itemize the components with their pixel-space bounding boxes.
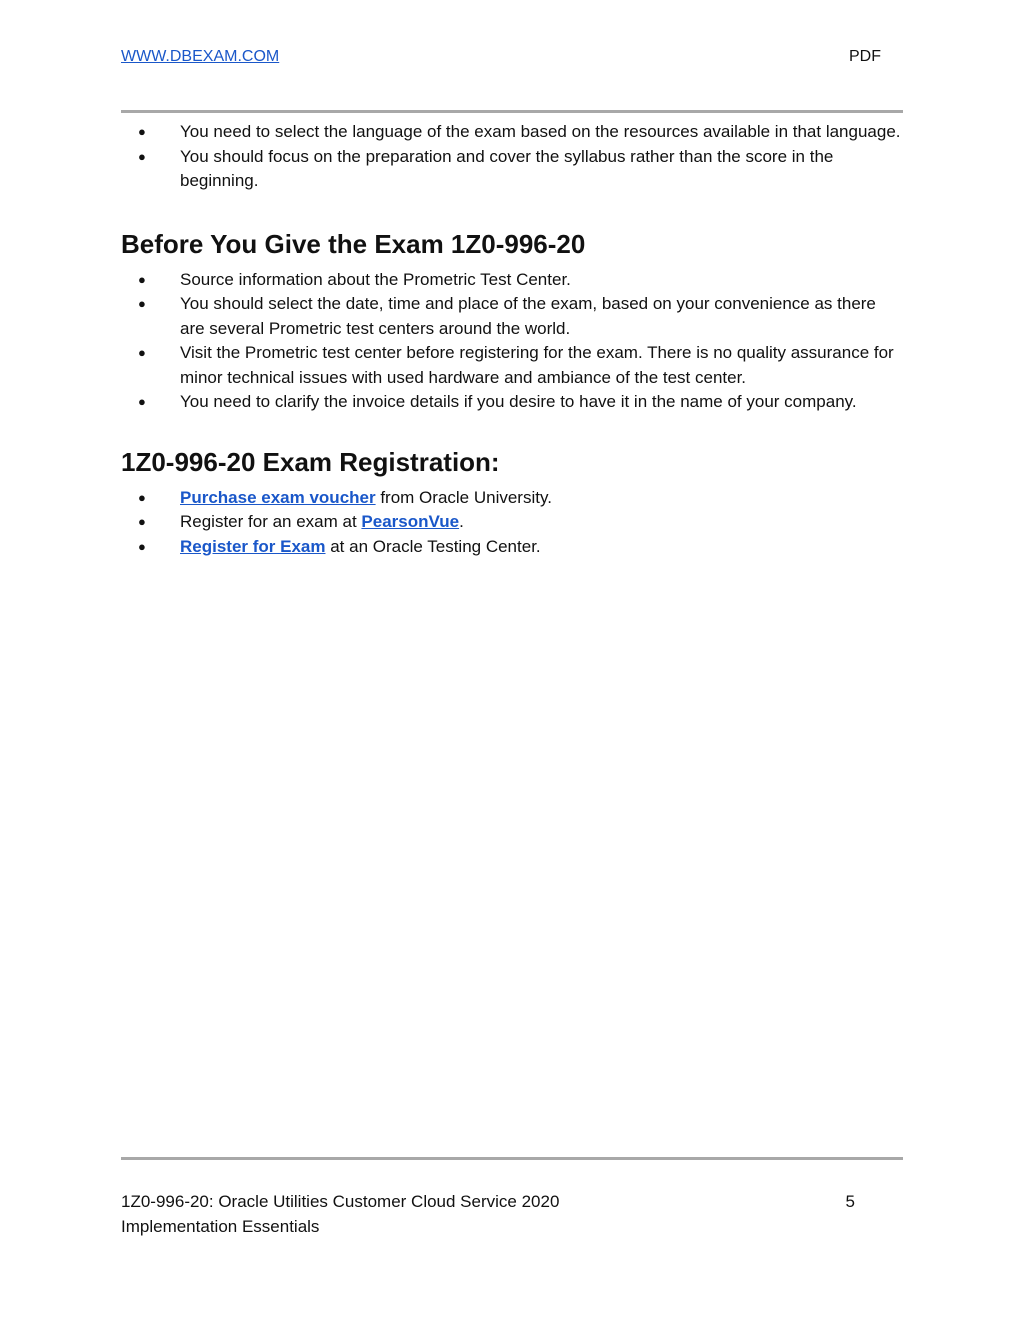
list-item — [121, 120, 901, 145]
list-item — [121, 390, 901, 415]
list-item-text: . — [459, 512, 464, 531]
bullet-icon: ● — [138, 489, 146, 505]
purchase-voucher-link[interactable]: Purchase exam voucher — [180, 487, 376, 507]
site-link[interactable]: WWW.DBEXAM.COM — [121, 48, 280, 65]
bullet-icon: ● — [138, 345, 146, 360]
list-item-text: You need to select the language of the exam based on the resources available in that language. — [180, 122, 901, 141]
list-item-text: You need to clarify the invoice details if you desire to have it in the name of your company. — [180, 392, 857, 411]
bullet-icon: ● — [138, 394, 146, 409]
section-heading-registration: 1Z0-996-20 Exam Registration: — [121, 446, 500, 477]
list-item-text: at an Oracle Testing Center. — [325, 536, 541, 556]
before-exam-list — [121, 268, 901, 415]
list-item — [121, 535, 901, 560]
bullet-icon: ● — [138, 124, 146, 139]
pearsonvue-link[interactable]: PearsonVue — [361, 512, 460, 531]
bullet-icon: ● — [138, 538, 146, 554]
page-footer — [121, 1190, 861, 1239]
section-heading-before-exam: Before You Give the Exam 1Z0-996-20 — [121, 228, 586, 259]
list-item-text: You should focus on the preparation and cover the syllabus rather than the score in the beginning. — [180, 146, 834, 190]
format-label: PDF — [849, 48, 881, 65]
list-item-text: Register for an exam at — [180, 512, 362, 531]
list-item-text: Visit the Prometric test center before registering for the exam. There is no quality assurance for minor technical issues with used hardware and ambiance of the test center. — [180, 343, 894, 387]
page-header — [121, 48, 881, 72]
bullet-icon: ● — [138, 148, 146, 164]
list-item-text: You should select the date, time and place of the exam, based on your convenience as there are several Prometric test centers around the world. — [180, 294, 876, 338]
page-number: 5 — [845, 1192, 855, 1211]
page-content — [121, 120, 901, 559]
registration-list — [121, 486, 901, 560]
list-item — [121, 486, 901, 511]
list-item — [121, 268, 901, 293]
list-item-text: from Oracle University. — [375, 487, 552, 507]
list-item — [121, 292, 901, 341]
bullet-icon: ● — [138, 514, 146, 529]
bullet-icon: ● — [138, 296, 146, 311]
list-item-text: Source information about the Prometric Test Center. — [180, 269, 571, 289]
intro-list — [121, 120, 901, 194]
list-item — [121, 341, 901, 390]
register-for-exam-link[interactable]: Register for Exam — [180, 536, 326, 556]
footer-divider — [121, 1157, 903, 1160]
footer-title: 1Z0-996-20: Oracle Utilities Customer Cloud Service 2020 Implementation Essentials — [121, 1192, 560, 1236]
list-item — [121, 145, 901, 194]
header-divider — [121, 110, 903, 113]
bullet-icon: ● — [138, 271, 146, 287]
list-item — [121, 510, 901, 535]
